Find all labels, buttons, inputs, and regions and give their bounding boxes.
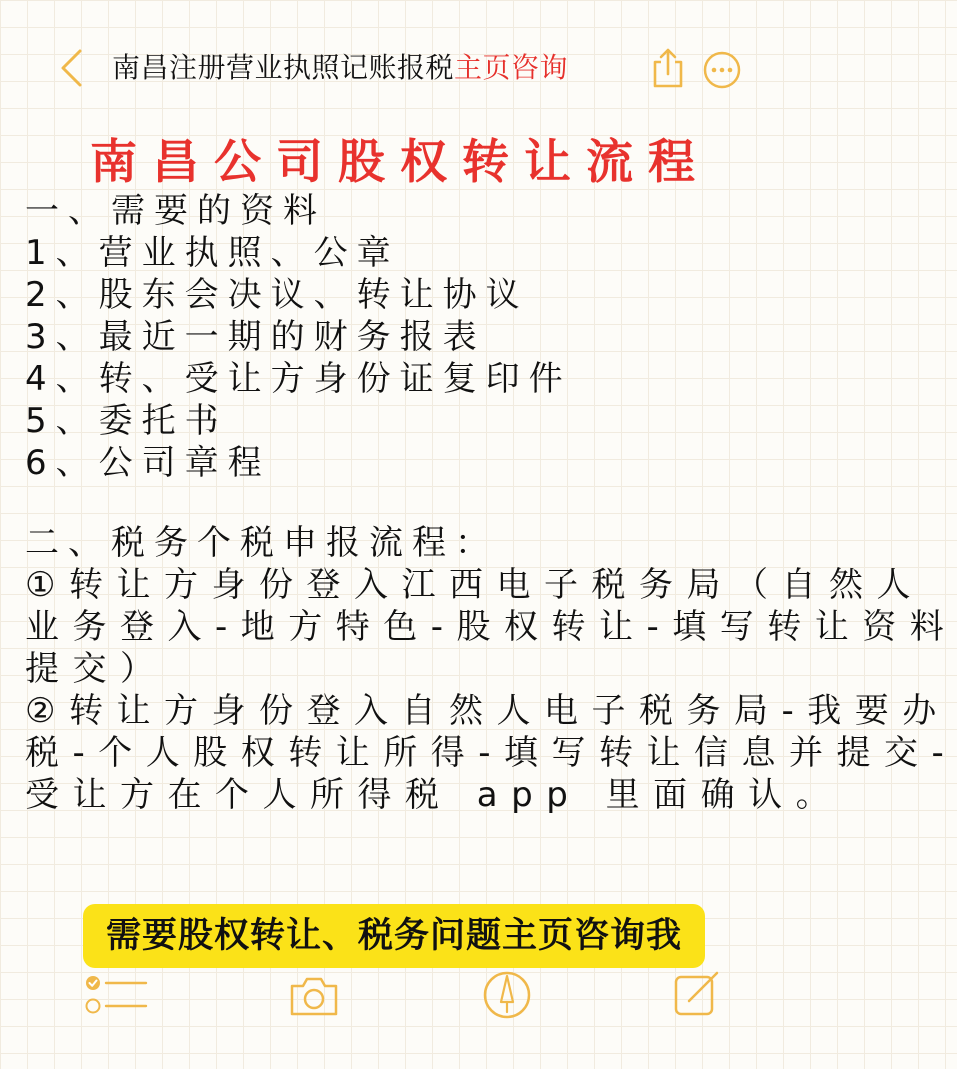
list-item: 6、公司章程 <box>25 443 271 483</box>
step1-line: 提交） <box>25 649 168 689</box>
top-bar <box>0 30 800 110</box>
compass-icon[interactable] <box>482 968 532 1020</box>
list-item: 2、股东会决议、转让协议 <box>25 275 529 315</box>
spacer <box>25 484 785 522</box>
step1-line: ①转让方身份登入江西电子税务局（自然人 <box>25 565 924 605</box>
step2-line: ②转让方身份登入自然人电子税务局-我要办 <box>25 691 950 731</box>
bottom-toolbar <box>0 968 800 1028</box>
note-content <box>25 190 957 816</box>
step2-line: 税-个人股权转让所得-填写转让信息并提交- <box>25 733 957 773</box>
section1-heading: 一、需要的资料 <box>25 191 326 231</box>
checklist-icon[interactable] <box>84 970 148 1020</box>
list-item: 3、最近一期的财务报表 <box>25 317 486 357</box>
list-item: 5、委托书 <box>25 401 228 441</box>
share-icon[interactable] <box>650 46 686 90</box>
step1-line: 业务登入-地方特色-股权转让-填写转让资料 <box>25 607 957 647</box>
cta-banner: 需要股权转让、税务问题主页咨询我 <box>83 904 705 968</box>
title-plain: 南昌注册营业执照记账报税 <box>112 51 455 84</box>
section2-heading: 二、税务个税申报流程： <box>25 523 498 563</box>
compose-icon[interactable] <box>672 970 720 1018</box>
article-title: 南昌公司股权转让流程 <box>90 135 710 190</box>
camera-icon[interactable] <box>288 972 340 1018</box>
title-accent: 主页咨询 <box>454 51 569 84</box>
more-options-icon[interactable] <box>702 50 742 90</box>
list-item: 4、转、受让方身份证复印件 <box>25 359 572 399</box>
step2-line: 受让方在个人所得税 app 里面确认。 <box>25 775 844 815</box>
back-chevron-icon[interactable] <box>58 48 84 88</box>
list-item: 1、营业执照、公章 <box>25 233 400 273</box>
page-title <box>112 50 568 86</box>
